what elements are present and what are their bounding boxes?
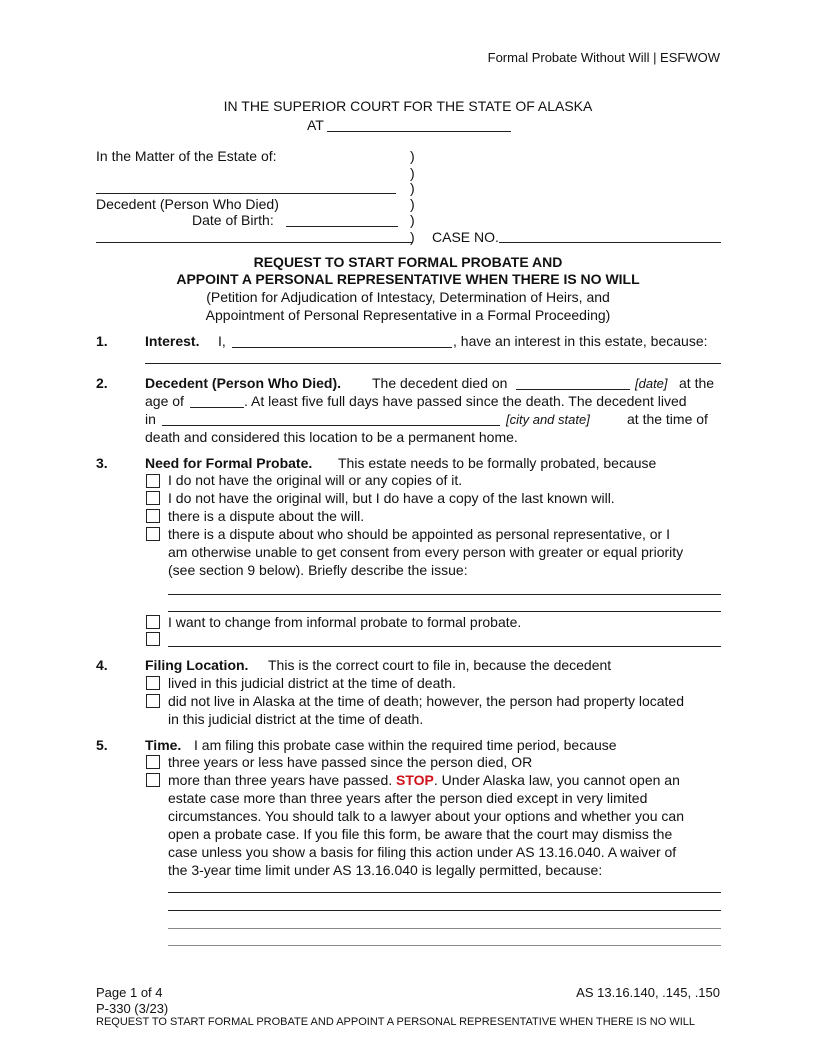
stop-warning: STOP bbox=[396, 772, 434, 788]
court-at-label: AT bbox=[307, 117, 324, 133]
change-to-formal-label: I want to change from informal probate to formal probate. bbox=[168, 614, 522, 630]
section-1-heading: Interest. bbox=[145, 333, 200, 349]
section-1-text: , have an interest in this estate, because: bbox=[453, 333, 708, 349]
three-years-or-less-checkbox[interactable] bbox=[146, 755, 160, 769]
caption-paren: ) bbox=[410, 165, 415, 181]
section-2-died-text: The decedent died on bbox=[372, 375, 508, 391]
case-no-label: CASE NO. bbox=[432, 229, 499, 245]
more-than-three-years-text: more than three years have passed. bbox=[168, 772, 393, 788]
no-will-label: I do not have the original will or any copies of it. bbox=[168, 472, 463, 488]
section-2-heading: Decedent (Person Who Died). bbox=[145, 375, 342, 391]
estate-matter-label: In the Matter of the Estate of: bbox=[96, 148, 277, 164]
no-will-checkbox[interactable] bbox=[146, 474, 160, 488]
change-to-formal-checkbox[interactable] bbox=[146, 615, 160, 629]
dob-label: Date of Birth: bbox=[192, 212, 274, 228]
lived-in-district-label: lived in this judicial district at the time of death. bbox=[168, 675, 456, 691]
page-number: Page 1 of 4 bbox=[96, 985, 163, 1000]
court-heading: IN THE SUPERIOR COURT FOR THE STATE OF ALASKA bbox=[223, 98, 593, 114]
interest-reason-field[interactable] bbox=[145, 363, 721, 364]
pr-dispute-label-3: (see section 9 below). Briefly describe the issue: bbox=[168, 562, 468, 578]
section-2-residence: death and considered this location to be a permanent home. bbox=[145, 429, 518, 445]
dob-field[interactable] bbox=[286, 226, 398, 227]
pr-dispute-checkbox[interactable] bbox=[146, 527, 160, 541]
caption-paren: ) bbox=[410, 229, 415, 245]
section-4-heading: Filing Location. bbox=[145, 657, 249, 673]
section-2-at-the: at the bbox=[679, 375, 715, 391]
stop-text: . Under Alaska law, you cannot open an bbox=[433, 772, 680, 788]
section-1-number: 1. bbox=[96, 333, 108, 349]
waiver-reason-field[interactable] bbox=[168, 945, 721, 946]
more-than-three-years-checkbox[interactable] bbox=[146, 773, 160, 787]
caption-paren: ) bbox=[410, 180, 415, 196]
date-hint: [date] bbox=[635, 376, 668, 391]
caption-paren: ) bbox=[410, 148, 415, 164]
section-3-intro: This estate needs to be formally probated, because bbox=[338, 455, 657, 471]
issue-description-field[interactable] bbox=[168, 594, 721, 595]
time-warning-line-2: estate case more than three years after the person died except in very limited bbox=[168, 790, 648, 806]
property-in-district-label-2: in this judicial district at the time of death. bbox=[168, 711, 424, 727]
form-title-line2: APPOINT A PERSONAL REPRESENTATIVE WHEN THERE IS NO WILL bbox=[176, 271, 640, 287]
section-2-age-label: age of bbox=[145, 393, 184, 409]
caption-divider bbox=[96, 242, 412, 243]
section-2-number: 2. bbox=[96, 375, 108, 391]
section-3-number: 3. bbox=[96, 455, 108, 471]
city-state-field[interactable] bbox=[162, 425, 500, 426]
pr-dispute-label-2: am otherwise unable to get consent from every person with greater or equal priority bbox=[168, 544, 684, 560]
form-number: P-330 (3/23) bbox=[96, 1001, 169, 1016]
form-short-title: Formal Probate Without Will | ESFWOW bbox=[487, 50, 720, 65]
section-5-number: 5. bbox=[96, 737, 108, 753]
pr-dispute-label-1: there is a dispute about who should be appointed as personal representative, or I bbox=[168, 526, 670, 542]
caption-paren: ) bbox=[410, 196, 415, 212]
form-subtitle-line1: (Petition for Adjudication of Intestacy, Determination of Heirs, and bbox=[206, 289, 610, 305]
decedent-label: Decedent (Person Who Died) bbox=[96, 196, 279, 212]
interest-name-field[interactable] bbox=[232, 347, 452, 348]
section-2-in-label: in bbox=[145, 411, 156, 427]
section-1-i: I, bbox=[218, 333, 226, 349]
court-location-field[interactable] bbox=[327, 131, 511, 132]
time-warning-line-5: case unless you show a basis for filing this action under AS 13.16.040. A waiver of bbox=[168, 844, 677, 860]
issue-description-field[interactable] bbox=[168, 611, 721, 612]
copy-of-will-label: I do not have the original will, but I do have a copy of the last known will. bbox=[168, 490, 615, 506]
section-5-heading: Time. bbox=[145, 737, 182, 753]
city-state-hint: [city and state] bbox=[506, 412, 590, 427]
section-4-number: 4. bbox=[96, 657, 108, 673]
copy-of-will-checkbox[interactable] bbox=[146, 491, 160, 505]
death-date-field[interactable] bbox=[516, 389, 630, 390]
case-no-field[interactable] bbox=[499, 242, 721, 243]
section-4-intro: This is the correct court to file in, because the decedent bbox=[268, 657, 612, 673]
decedent-name-field[interactable] bbox=[96, 193, 396, 194]
statute-reference: AS 13.16.140, .145, .150 bbox=[576, 985, 720, 1000]
more-than-three-years-label bbox=[168, 772, 680, 788]
section-5-intro: I am filing this probate case within the required time period, because bbox=[194, 737, 617, 753]
time-warning-line-3: circumstances. You should talk to a lawyer about your options and whether you can bbox=[168, 808, 684, 824]
will-dispute-label: there is a dispute about the will. bbox=[168, 508, 365, 524]
property-in-district-checkbox[interactable] bbox=[146, 694, 160, 708]
form-title-line1: REQUEST TO START FORMAL PROBATE AND bbox=[253, 254, 563, 270]
section-2-time-of: at the time of bbox=[627, 411, 708, 427]
waiver-reason-field[interactable] bbox=[168, 892, 721, 893]
three-years-or-less-label: three years or less have passed since the person died, OR bbox=[168, 754, 533, 770]
waiver-reason-field[interactable] bbox=[168, 928, 721, 929]
section-2-five-days: . At least five full days have passed since the death. The decedent lived bbox=[244, 393, 687, 409]
waiver-reason-field[interactable] bbox=[168, 910, 721, 911]
section-3-heading: Need for Formal Probate. bbox=[145, 455, 313, 471]
footer-form-title: REQUEST TO START FORMAL PROBATE AND APPOINT A PERSONAL REPRESENTATIVE WHEN THERE IS NO WILL bbox=[96, 1016, 696, 1028]
age-field[interactable] bbox=[190, 407, 244, 408]
property-in-district-label-1: did not live in Alaska at the time of death; however, the person had property located bbox=[168, 693, 684, 709]
other-reason-checkbox[interactable] bbox=[146, 632, 160, 646]
time-warning-line-6: the 3-year time limit under AS 13.16.040 is legally permitted, because: bbox=[168, 862, 603, 878]
will-dispute-checkbox[interactable] bbox=[146, 509, 160, 523]
other-reason-field[interactable] bbox=[168, 646, 721, 647]
caption-paren: ) bbox=[410, 212, 415, 228]
form-subtitle-line2: Appointment of Personal Representative in a Formal Proceeding) bbox=[205, 307, 611, 323]
time-warning-line-4: open a probate case. If you file this form, be aware that the court may dismiss the bbox=[168, 826, 673, 842]
lived-in-district-checkbox[interactable] bbox=[146, 676, 160, 690]
